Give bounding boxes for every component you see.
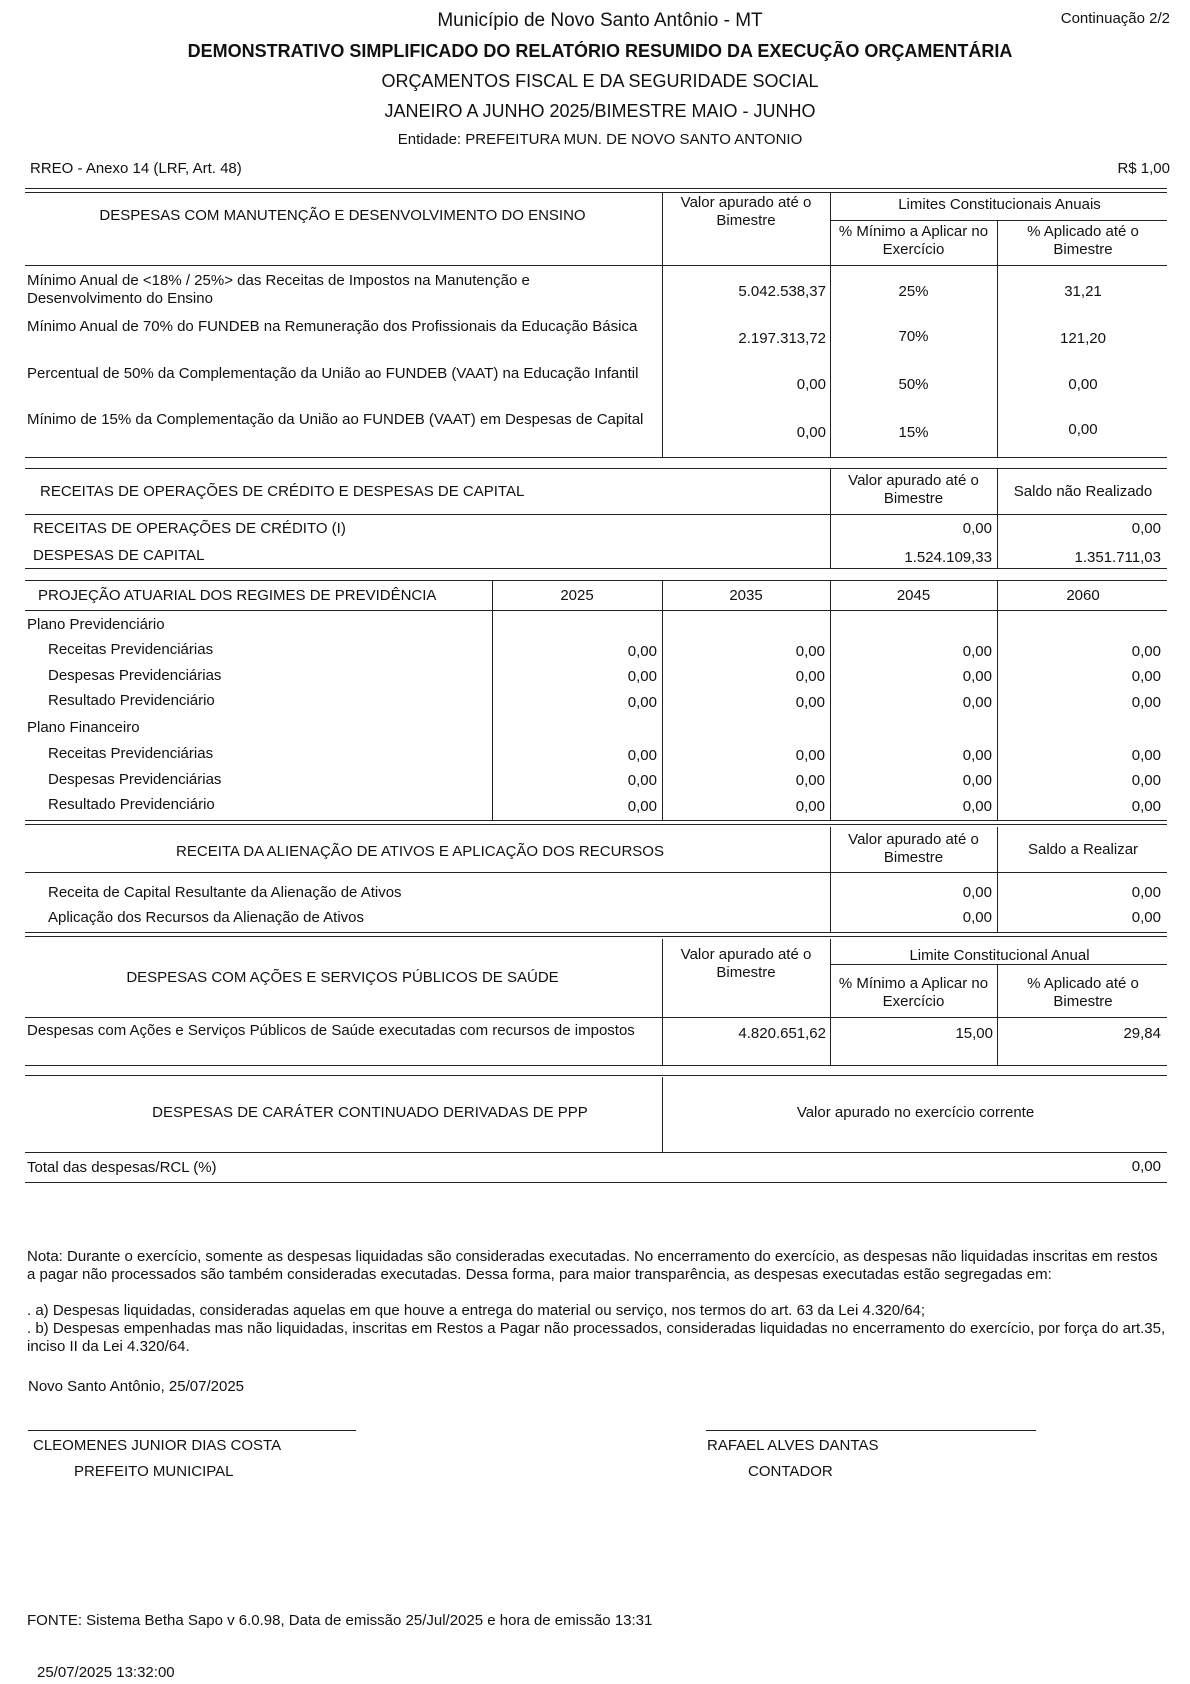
credito-row-label: RECEITAS DE OPERAÇÕES DE CRÉDITO (I)	[33, 520, 346, 537]
divider	[25, 568, 1167, 569]
divider	[997, 964, 998, 1065]
divider	[662, 580, 663, 821]
prev-row-value: 0,00	[962, 798, 992, 815]
prev-row-value: 0,00	[627, 643, 657, 660]
saude-row-label: Despesas com Ações e Serviços Públicos de Saúde executadas com recursos de impostos	[27, 1022, 635, 1039]
signature-line	[706, 1430, 1036, 1431]
divider	[997, 220, 998, 457]
saude-header-title: DESPESAS COM AÇÕES E SERVIÇOS PÚBLICOS DE SAÚDE	[126, 969, 559, 986]
mde-row-valor: 0,00	[796, 424, 826, 441]
divider	[662, 939, 663, 1065]
divider	[997, 468, 998, 568]
divider	[25, 1017, 1167, 1018]
prev-row-value: 0,00	[795, 747, 825, 764]
credito-row-valor: 0,00	[962, 520, 992, 537]
credito-row-label: DESPESAS DE CAPITAL	[33, 547, 205, 564]
alienacao-row-saldo: 0,00	[1131, 909, 1161, 926]
divider	[25, 265, 1167, 266]
continuation-label: Continuação 2/2	[1060, 10, 1170, 27]
divider	[25, 1152, 1167, 1153]
prev-row-value: 0,00	[627, 694, 657, 711]
prev-row-value: 0,00	[962, 772, 992, 789]
divider	[997, 580, 998, 821]
credito-row-saldo: 1.351.711,03	[1074, 549, 1161, 566]
place-date: Novo Santo Antônio, 25/07/2025	[28, 1378, 245, 1395]
mde-row-aplicado: 121,20	[1060, 330, 1106, 347]
divider	[997, 827, 998, 933]
alienacao-row-valor: 0,00	[962, 909, 992, 926]
alienacao-row-valor: 0,00	[962, 884, 992, 901]
note-paragraph: Nota: Durante o exercício, somente as despesas liquidadas são consideradas executadas. No encerramento do exercício, as despesas não liquidadas inscritas em restos a pagar não processados são também consideradas executadas. Dessa forma, para maior transparência, as despesas executadas estão segregadas em:	[27, 1248, 1158, 1283]
ppp-row-label: Total das despesas/RCL (%)	[27, 1159, 217, 1176]
prev-row-value: 0,00	[627, 668, 657, 685]
prev-header-year: 2035	[729, 587, 763, 604]
entity-label: Entidade: PREFEITURA MUN. DE NOVO SANTO ANTONIO	[397, 131, 803, 148]
prev-row-value: 0,00	[962, 668, 992, 685]
divider	[25, 468, 1167, 469]
divider	[25, 1182, 1167, 1183]
prev-header-year: 2045	[896, 587, 931, 604]
ppp-header-title: DESPESAS DE CARÁTER CONTINUADO DERIVADAS DE PPP	[152, 1104, 588, 1121]
divider	[25, 1065, 1167, 1066]
alienacao-row-saldo: 0,00	[1131, 884, 1161, 901]
divider	[830, 964, 1167, 965]
mde-row-aplicado: 0,00	[1068, 421, 1098, 438]
divider	[25, 188, 1167, 193]
mde-row-minimo: 15%	[898, 424, 929, 441]
divider	[25, 610, 1167, 611]
source-footer: FONTE: Sistema Betha Sapo v 6.0.98, Data de emissão 25/Jul/2025 e hora de emissão 13:31	[27, 1612, 653, 1629]
signer-role-1: PREFEITO MUNICIPAL	[74, 1463, 234, 1480]
plano-previdenciario-label: Plano Previdenciário	[27, 616, 165, 633]
prev-row-value: 0,00	[962, 694, 992, 711]
saude-row-minimo: 15,00	[955, 1025, 993, 1042]
prev-row-label: Receitas Previdenciárias	[48, 745, 214, 762]
mde-row-label: Mínimo de 15% da Complementação da União ao FUNDEB (VAAT) em Despesas de Capital	[27, 411, 644, 428]
mde-row-label: Percentual de 50% da Complementação da União ao FUNDEB (VAAT) na Educação Infantil	[27, 365, 639, 382]
note-item-b: . b) Despesas empenhadas mas não liquidadas, inscritas em Restos a Pagar não processados, consideradas liquidadas no encerramento do exercício, por força do art.35, inciso II da Lei 4.320/64.	[27, 1320, 1166, 1355]
prev-row-label: Resultado Previdenciário	[48, 796, 215, 813]
mde-header-limites: Limites Constitucionais Anuais	[898, 196, 1101, 213]
prev-row-value: 0,00	[1131, 694, 1161, 711]
saude-header-minimo: % Mínimo a Aplicar no Exercício	[838, 975, 989, 1010]
credito-header-valor: Valor apurado até o Bimestre	[848, 472, 979, 507]
divider	[830, 580, 831, 821]
mde-header-minimo: % Mínimo a Aplicar no Exercício	[838, 223, 989, 258]
prev-row-value: 0,00	[795, 798, 825, 815]
prev-row-label: Receitas Previdenciárias	[48, 641, 214, 658]
ppp-header-valor: Valor apurado no exercício corrente	[796, 1104, 1035, 1121]
prev-header-year: 2025	[560, 587, 594, 604]
credito-row-saldo: 0,00	[1131, 520, 1161, 537]
divider	[830, 192, 831, 457]
mde-row-aplicado: 31,21	[1064, 283, 1102, 300]
alienacao-row-label: Receita de Capital Resultante da Alienação de Ativos	[48, 884, 402, 901]
mde-row-label: Mínimo Anual de <18% / 25%> das Receitas de Impostos na Manutenção e Desenvolvimento do Ensino	[27, 272, 530, 307]
print-timestamp: 25/07/2025 13:32:00	[37, 1664, 175, 1681]
alienacao-header-saldo: Saldo a Realizar	[1027, 841, 1139, 858]
divider	[25, 514, 1167, 515]
prev-row-value: 0,00	[1131, 772, 1161, 789]
mde-header-valor: Valor apurado até o Bimestre	[680, 194, 812, 229]
report-title: DEMONSTRATIVO SIMPLIFICADO DO RELATÓRIO RESUMIDO DA EXECUÇÃO ORÇAMENTÁRIA	[187, 41, 1013, 61]
saude-header-aplicado: % Aplicado até o Bimestre	[1027, 975, 1139, 1010]
divider	[25, 820, 1167, 825]
prev-row-value: 0,00	[795, 694, 825, 711]
mde-row-label: Mínimo Anual de 70% do FUNDEB na Remuneração dos Profissionais da Educação Básica	[27, 318, 638, 335]
prev-row-value: 0,00	[795, 668, 825, 685]
report-subtitle: ORÇAMENTOS FISCAL E DA SEGURIDADE SOCIAL	[381, 71, 819, 91]
saude-header-limite: Limite Constitucional Anual	[909, 947, 1090, 964]
prev-row-value: 0,00	[1131, 747, 1161, 764]
divider	[25, 457, 1167, 458]
saude-row-aplicado: 29,84	[1123, 1025, 1161, 1042]
mde-row-valor: 0,00	[796, 376, 826, 393]
divider	[492, 580, 493, 821]
signer-role-2: CONTADOR	[748, 1463, 833, 1480]
saude-row-valor: 4.820.651,62	[738, 1025, 826, 1042]
prev-row-value: 0,00	[1131, 668, 1161, 685]
prev-row-label: Resultado Previdenciário	[48, 692, 215, 709]
divider	[662, 192, 663, 457]
credito-header-title: RECEITAS DE OPERAÇÕES DE CRÉDITO E DESPESAS DE CAPITAL	[40, 483, 525, 500]
mde-row-minimo: 50%	[898, 376, 929, 393]
prev-row-value: 0,00	[627, 747, 657, 764]
prev-row-value: 0,00	[627, 798, 657, 815]
prev-header-title: PROJEÇÃO ATUARIAL DOS REGIMES DE PREVIDÊNCIA	[38, 587, 437, 604]
annex-label: RREO - Anexo 14 (LRF, Art. 48)	[30, 160, 242, 177]
divider	[25, 580, 1167, 581]
alienacao-header-valor: Valor apurado até o Bimestre	[848, 831, 979, 866]
mde-header-title: DESPESAS COM MANUTENÇÃO E DESENVOLVIMENTO DO ENSINO	[99, 207, 586, 224]
credito-row-valor: 1.524.109,33	[904, 549, 992, 566]
prev-row-value: 0,00	[962, 643, 992, 660]
prev-header-year: 2060	[1066, 587, 1100, 604]
divider	[25, 932, 1167, 937]
currency-label: R$ 1,00	[1117, 160, 1170, 177]
municipio-title: Município de Novo Santo Antônio - MT	[437, 10, 763, 31]
ppp-row-valor: 0,00	[1131, 1158, 1161, 1175]
divider	[25, 1075, 1167, 1076]
mde-header-aplicado: % Aplicado até o Bimestre	[1027, 223, 1139, 258]
mde-row-valor: 5.042.538,37	[738, 283, 826, 300]
divider	[830, 939, 831, 1065]
credito-header-saldo: Saldo não Realizado	[1013, 483, 1153, 500]
signer-name-1: CLEOMENES JUNIOR DIAS COSTA	[33, 1437, 282, 1454]
report-period: JANEIRO A JUNHO 2025/BIMESTRE MAIO - JUNHO	[384, 101, 816, 121]
prev-row-value: 0,00	[795, 643, 825, 660]
alienacao-header-title: RECEITA DA ALIENAÇÃO DE ATIVOS E APLICAÇÃO DOS RECURSOS	[176, 843, 664, 860]
signature-line	[28, 1430, 356, 1431]
divider	[830, 827, 831, 933]
prev-row-value: 0,00	[1131, 798, 1161, 815]
divider	[830, 220, 1167, 221]
mde-row-valor: 2.197.313,72	[738, 330, 826, 347]
prev-row-label: Despesas Previdenciárias	[48, 771, 222, 788]
prev-row-value: 0,00	[1131, 643, 1161, 660]
saude-header-valor: Valor apurado até o Bimestre	[680, 946, 812, 981]
prev-row-value: 0,00	[795, 772, 825, 789]
divider	[25, 872, 1167, 873]
divider	[830, 468, 831, 568]
plano-financeiro-label: Plano Financeiro	[27, 719, 140, 736]
signer-name-2: RAFAEL ALVES DANTAS	[707, 1437, 879, 1454]
mde-row-minimo: 25%	[898, 283, 929, 300]
mde-row-minimo: 70%	[898, 328, 929, 345]
prev-row-value: 0,00	[962, 747, 992, 764]
prev-row-label: Despesas Previdenciárias	[48, 667, 222, 684]
prev-row-value: 0,00	[627, 772, 657, 789]
mde-row-aplicado: 0,00	[1068, 376, 1098, 393]
alienacao-row-label: Aplicação dos Recursos da Alienação de Ativos	[48, 909, 365, 926]
note-item-a: . a) Despesas liquidadas, consideradas aquelas em que houve a entrega do material ou serviço, nos termos do art. 63 da Lei 4.320/64;	[27, 1302, 926, 1319]
